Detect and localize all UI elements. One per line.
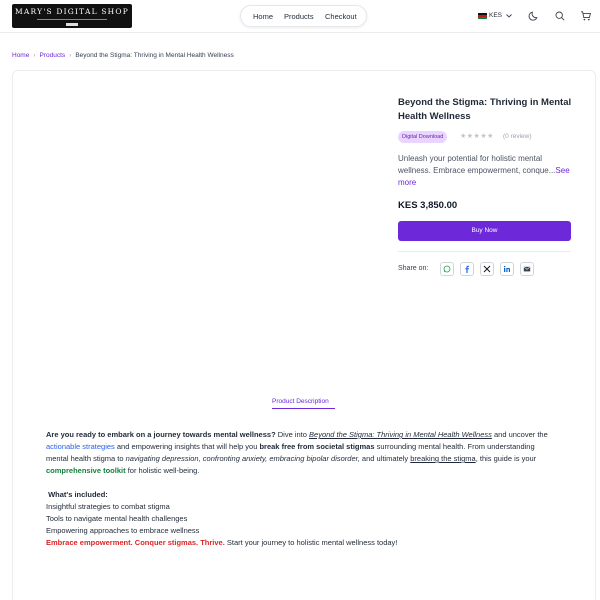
included-list: [46, 501, 556, 537]
rating-stars: ★★★★★: [460, 133, 494, 140]
intro-question: Are you ready to embark on a journey towards mental wellness?: [46, 430, 276, 439]
facebook-icon: [463, 265, 471, 273]
whatsapp-icon: [443, 265, 451, 273]
share-label: Share on:: [398, 265, 429, 272]
text-run: Dive into: [275, 430, 310, 439]
chevron-down-icon: [505, 11, 513, 21]
breadcrumb-separator: ›: [69, 52, 72, 59]
kenya-flag-icon: [478, 13, 487, 19]
description-text: Unleash your potential for holistic mental wellness. Embrace empowerment, conque...: [398, 154, 556, 175]
currency-code: KES: [489, 12, 503, 19]
main-nav: [240, 5, 367, 27]
breaking-stigma-text: breaking the stigma: [410, 454, 476, 463]
x-icon: [483, 265, 491, 273]
text-run: and ultimately: [359, 454, 411, 463]
share-email-button[interactable]: [520, 262, 534, 276]
description-paragraph: [46, 429, 556, 477]
logo-rule: [37, 19, 107, 22]
product-price: KES 3,850.00: [398, 200, 458, 211]
divider: [398, 251, 571, 252]
logo-mark: [66, 23, 78, 26]
share-whatsapp-button[interactable]: [440, 262, 454, 276]
product-title: Beyond the Stigma: Thriving in Mental Health Wellness: [398, 97, 572, 122]
text-run: and uncover the: [491, 430, 548, 439]
shop-logo[interactable]: [12, 4, 132, 28]
nav-products[interactable]: Products: [284, 12, 314, 21]
book-title: Beyond the Stigma: Thriving in Mental Health Wellness: [309, 430, 492, 439]
topics-text: navigating depression, confronting anxiety, embracing bipolar disorder,: [125, 454, 360, 463]
text-run: and empowering insights that will help you: [114, 442, 260, 451]
share-x-button[interactable]: [480, 262, 494, 276]
actionable-strategies-link[interactable]: actionable strategies: [46, 442, 115, 451]
moon-icon[interactable]: [528, 10, 540, 22]
list-item: Empowering approaches to embrace wellness: [46, 526, 200, 535]
toolkit-highlight: comprehensive toolkit: [46, 466, 126, 475]
product-short-description: [398, 153, 576, 189]
breadcrumb-products[interactable]: Products: [39, 52, 66, 59]
breadcrumb-current: Beyond the Stigma: Thriving in Mental Health Wellness: [75, 52, 234, 59]
digital-download-badge: Digital Download: [398, 131, 447, 143]
included-heading-text: What's included:: [48, 490, 108, 499]
tagline-highlight: Embrace empowerment. Conquer stigmas. Thrive.: [46, 538, 225, 547]
breadcrumb-home[interactable]: Home: [12, 52, 30, 59]
included-heading: [46, 489, 556, 501]
email-icon: [523, 265, 531, 273]
cart-icon[interactable]: [580, 10, 592, 22]
nav-home[interactable]: Home: [253, 12, 274, 21]
share-facebook-button[interactable]: [460, 262, 474, 276]
text-run: surrounding mental health. From understanding mental health stigma to: [46, 442, 535, 463]
text-run: for holistic well-being.: [125, 466, 200, 475]
search-icon[interactable]: [554, 10, 566, 22]
linkedin-icon: [503, 265, 511, 273]
closing-line: [46, 537, 556, 549]
emphasis-text: break free from societal stigmas: [259, 442, 375, 451]
see-more-link[interactable]: See more: [398, 166, 570, 187]
logo-text: MARY'S DIGITAL SHOP: [14, 7, 130, 16]
share-linkedin-button[interactable]: [500, 262, 514, 276]
tab-active-indicator: [272, 408, 335, 409]
list-item: Tools to navigate mental health challenges: [46, 514, 188, 523]
text-run: , this guide is your: [475, 454, 537, 463]
tab-product-description[interactable]: Product Description: [272, 398, 329, 405]
closing-text: Start your journey to holistic mental wellness today!: [224, 538, 398, 547]
buy-now-button[interactable]: Buy Now: [398, 221, 571, 241]
breadcrumb-separator: ›: [33, 52, 36, 59]
breadcrumb: [12, 51, 234, 61]
review-count[interactable]: (0 review): [503, 133, 532, 140]
nav-checkout[interactable]: Checkout: [325, 12, 357, 21]
list-item: Insightful strategies to combat stigma: [46, 502, 170, 511]
site-header: [0, 0, 600, 33]
